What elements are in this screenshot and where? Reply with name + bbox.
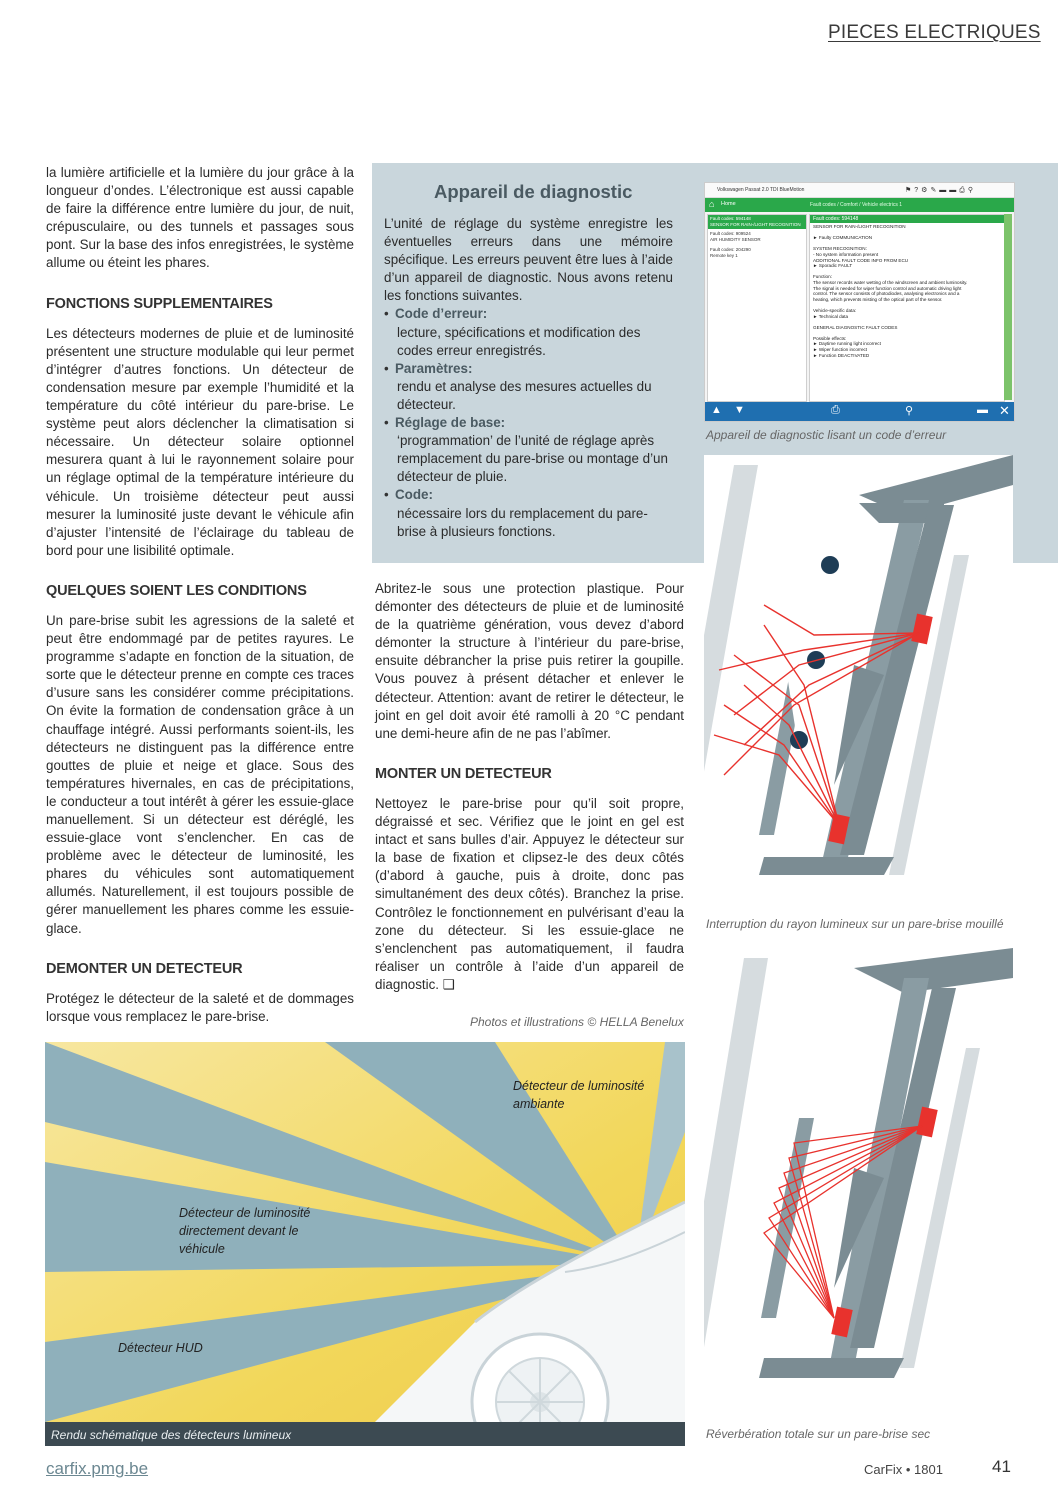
trash-icon[interactable]: ▬ [977,404,988,416]
diagnostic-caption: Appareil de diagnostic lisant un code d’erreur [706,428,947,442]
screen-titlebar: Volkswagen Passat 2.0 TDI BlueMotion [705,183,1015,198]
fault-list-item: SENSOR FOR RAIN-/LIGHT RECOGNITION [710,222,801,227]
fault-detail-line: control. The sensor consists of photodiodes, analysing electronics and a [813,291,960,297]
intro-paragraph: la lumière artificielle et la lumière du jour grâce à la longueur d’ondes. L’électronique est aussi capable de faire la différence entre lumière du jour, de nuit, crépusculaire, ou des tunnels et passages sous pont. Sur la base des infos enregistrées, le système allume ou éteint les phares. [46,165,354,271]
fault-detail-line: ► Technical data [813,313,849,319]
fault-detail-line: ► Wiper function incorrect [813,347,868,353]
end-mark: ❑ [442,976,455,992]
box-item-term: Réglage de base: [395,415,506,431]
scrollbar[interactable] [1004,214,1012,400]
fault-detail-line: ► Function DEACTIVATED [813,352,870,358]
fault-detail-body [810,223,1004,359]
fault-list-item: Fault codes: 204290 [710,247,751,252]
box-item-term: Code d’erreur: [395,306,488,322]
fault-detail-line: Possible effects: [813,335,847,341]
home-icon: ⌂ [709,199,715,209]
home-label: Home [721,201,736,207]
fault-detail-line: The signal is needed for wiper function control and automatic driving light [813,285,962,291]
paragraph-conditions: Un pare-brise subit les agressions de la saleté et peut être endommagé par de petites rayures. Le programme s’adapte en fonction de la situation, de sorte que le détecteur prenne en compte ces traces d’usure sans les considérer comme précipitations. On évite la formation de condensation grâce à un chauffage intégré. Aussi performants soient-ils, les détecteurs ne distinguent pas la différence entre gouttes de pluie et neige et glace. Sous des températures hivernales, en cas de précipitations, le conducteur a tout intérêt à gérer les essuie-glace manuellement. Si un détecteur est déréglé, les essuie-glace vont s’enclencher. En cas de problème avec le détecteur de luminosité, les phares du véhicules sont automatiquement allumés. Naturellement, il est toujours possible de gérer manuellement les phares comme les essuie-glace. [46,612,354,936]
label-ambient: Détecteur de luminosité ambiante [513,1079,645,1111]
box-text [384,215,673,541]
box-item-term: Paramètres: [395,360,473,376]
fault-detail-line: - No system information present [813,251,879,257]
screen-bottom-bar [705,402,1014,421]
left-column [46,164,354,1026]
label-hud: Détecteur HUD [118,1341,203,1355]
fault-detail-line: The sensor records water wetting of the windscreen and ambient luminosity. [813,279,968,285]
wet-caption: Interruption du rayon lumineux sur un pare-brise mouillé [706,917,1004,931]
box-item-desc: lecture, spécifications et modification des codes erreur enregistrés. [397,324,641,358]
box-item-desc: nécessaire lors du remplacement du pare-brise à plusieurs fonctions. [397,505,648,539]
fault-list-item: Fault codes: 909524 [710,231,751,236]
fault-detail-line: Vehicle-specific data: [813,307,857,313]
wet-windscreen-diagram [704,455,1013,912]
fault-list-item: Fault codes: 594148 [710,216,751,221]
home-bar[interactable] [705,198,806,212]
arrow-up-icon[interactable]: ▲ [711,404,722,416]
heading-conditions: QUELQUES SOIENT LES CONDITIONS [46,582,307,599]
fault-list-item: AIR HUMIDITY SENSOR [710,237,761,242]
box-list-item: • Code: nécessaire lors du remplacement du pare-brise à plusieurs fonctions. [384,486,673,540]
box-list-item: • Paramètres: rendu et analyse des mesures actuelles du détecteur. [384,360,673,414]
box-list-item: • Réglage de base: ‘programmation’ de l’unité de réglage après remplacement du pare-brise ou montage d’un détecteur de pluie. [384,414,673,486]
paragraph-abritez: Abritez-le sous une protection plastique. Pour démonter des détecteurs de pluie et de luminosité de la quatrième génération, vous devez d’abord démonter la structure à l’intérieur du pare-brise, ensuite débrancher la prise puis retirer la goupille. Vous pouvez à présent détacher et enlever le détecteur. Attention: avant de retirer le détecteur, le joint en gel doit avoir été ramolli à 20 °C pendant une demi-heure afin de ne pas l’abîmer. [375,581,684,741]
fault-list-entry[interactable] [708,245,806,261]
fault-detail-line: Function: [813,274,832,280]
label-front: Détecteur de luminosité directement devant le véhicule [179,1206,311,1256]
fault-detail [809,214,1005,402]
photo-credit: Photos et illustrations © HELLA Benelux [470,1015,684,1029]
fault-list-selected[interactable] [708,215,806,229]
toolbar-icons: ⚑?⚙✎▬▬⎙⚲ [905,187,977,194]
fault-detail-header: Fault codes: 594148 [810,215,1004,223]
box-item-desc: rendu et analyse des mesures actuelles du détecteur. [397,378,652,412]
section-title: PIECES ELECTRIQUES [828,22,1041,43]
paragraph-demonter: Protégez le détecteur de la saleté et de dommages lorsque vous remplacez le pare-brise. [46,990,354,1024]
fault-detail-line: ► Sporadic FAULT [813,263,853,269]
footer-magazine: CarFix • 1801 [864,1462,943,1477]
heading-monter: MONTER UN DETECTEUR [375,765,552,782]
dry-caption: Réverbération totale sur un pare-brise sec [706,1427,931,1441]
box-list-item: • Code d’erreur: lecture, spécifications et modification des codes erreur enregistrés. [384,305,673,359]
fault-detail-line: ► Faulty COMMUNICATION [813,235,873,241]
footer-url-link[interactable]: carfix.pmg.be [46,1459,149,1478]
fault-detail-line: heating, which prevents misting of the optical part of the sensor. [813,296,943,302]
dry-windscreen-diagram [704,938,1013,1424]
fault-detail-line: GENERAL DIAGNOSTIC FAULT CODES [813,324,898,330]
fault-detail-line: ADDITIONAL FAULT CODE INFO FROM ECU [813,257,909,263]
heading-demonter: DEMONTER UN DETECTEUR [46,960,243,977]
paragraph-monter-text: Nettoyez le pare-brise pour qu’il soit propre, dégraissé et sec. Vérifiez que le joint en gel est intact et sans bulles d’air. Appuyez le détecteur sur la base de fixation et clipsez-le des deux côtés (d’abord à gauche, puis à droite, donc pas simultanément des deux côtés). Branchez la prise. Contrôlez le fonctionnement en pulvérisant d’eau la zone du détecteur. Si les essuie-glace ne s’enclenchent pas automatiquement, il faudra réaliser un contrôle à l’aide d’un appareil de diagnostic. [375,795,684,992]
box-list [384,305,673,540]
fault-detail-line: SENSOR FOR RAIN-/LIGHT RECOGNITION [813,224,906,229]
box-title: Appareil de diagnostic [434,181,633,202]
screen-breadcrumb: Fault codes / Comfort / Vehicle electrics 1 [806,198,1014,212]
heading-fonctions: FONCTIONS SUPPLEMENTAIRES [46,295,273,312]
middle-column [375,580,684,994]
paragraph-fonctions: Les détecteurs modernes de pluie et de luminosité présentent une structure modulable qui leur permet d’intégrer d’autres fonctions. Un détecteur de condensation mesure par exemple l’humidité et la température du côté intérieur du pare-brise. Le système peut alors déclencher la climatisation si nécessaire. Un détecteur solaire optionnel mesurera quant à lui le rayonnement solaire pour un réglage optimal de la température intérieure du véhicule. Un troisième détecteur peut aussi mesurer la luminosité juste devant le véhicule afin d’ajuster l’intensité de l’éclairage du tableau de bord pour une lisibilité optimale. [46,325,354,558]
fault-detail-line: ► Daytime running light incorrect [813,341,881,347]
diagnostic-screenshot [704,182,1015,422]
fault-detail-line: SYSTEM RECOGNITION: [813,246,867,252]
print-icon[interactable]: ⎙ [831,404,840,416]
paragraph-monter [375,795,684,994]
arrow-down-icon[interactable]: ▼ [734,404,745,416]
search-icon[interactable]: ⚲ [905,405,914,417]
box-item-term: Code: [395,487,433,503]
fault-list-entry[interactable] [708,229,806,245]
box-intro: L’unité de réglage du système enregistre les éventuelles erreurs dans une mémoire spécifique. Les erreurs peuvent être lues à l’aide d’un appareil de diagnostic. Nous avons retenu les fonctions suivantes. [384,216,673,304]
box-item-desc: ‘programmation’ de l’unité de réglage après remplacement du pare-brise ou montage d’un détecteur de pluie. [397,433,668,485]
page-number: 41 [992,1457,1011,1476]
fault-list-item: Remote key 1 [710,253,738,258]
fault-list [707,214,807,402]
car-caption: Rendu schématique des détecteurs lumineux [51,1428,292,1442]
close-icon[interactable]: ✕ [999,403,1010,418]
